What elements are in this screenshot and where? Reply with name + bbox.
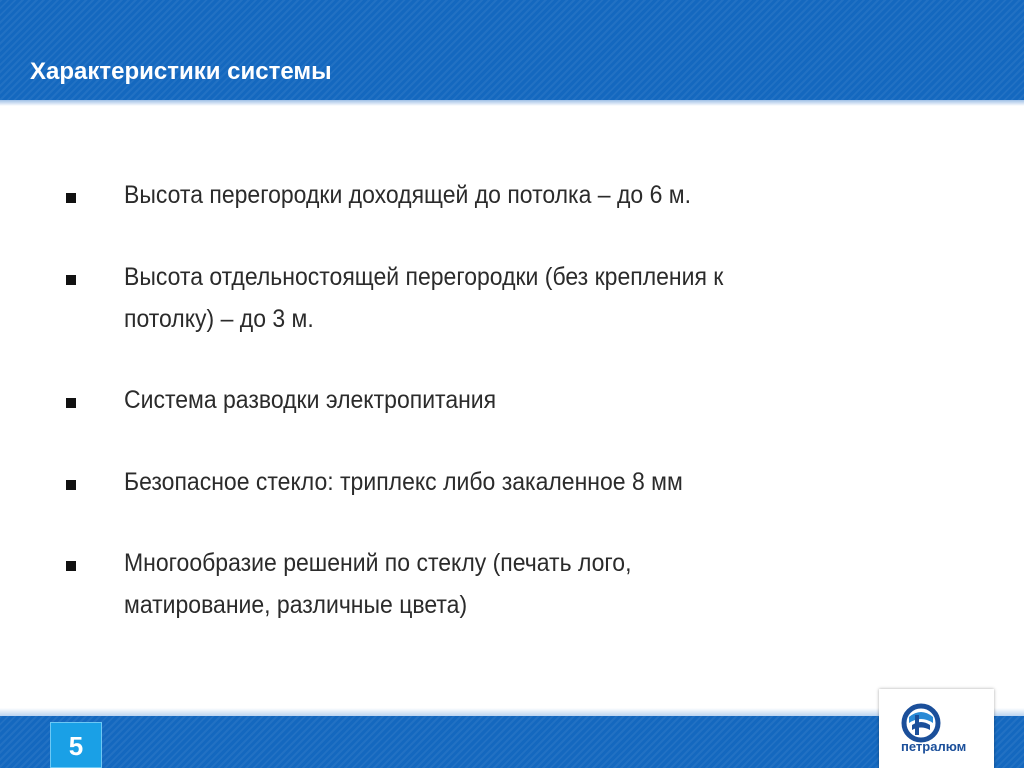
bullet-square-icon — [66, 480, 76, 490]
page-number-badge — [50, 722, 102, 768]
bullet-text-line: матирование, различные цвета) — [124, 591, 468, 619]
bullet-square-icon — [66, 398, 76, 408]
petralum-logo-icon — [901, 703, 941, 743]
bullet-square-icon — [66, 561, 76, 571]
footer-band — [0, 716, 1024, 768]
page-number: 5 — [68, 731, 84, 761]
bullet-text-line: Система разводки электропитания — [124, 386, 497, 414]
bullet-text-line: Многообразие решений по стеклу (печать лого, — [124, 549, 632, 577]
bullet-text-line: Высота перегородки доходящей до потолка – до 6 м. — [124, 181, 691, 209]
footer-fade — [0, 708, 1024, 716]
bullet-square-icon — [66, 193, 76, 203]
bullet-text-line: Высота отдельностоящей перегородки (без крепления к — [124, 263, 724, 291]
bullet-text-line: потолку) – до 3 м. — [124, 305, 314, 333]
bullet-text-line: Безопасное стекло: триплекс либо закаленное 8 мм — [124, 468, 683, 496]
slide-title: Характеристики системы — [30, 58, 332, 85]
bullet-square-icon — [66, 275, 76, 285]
logo-text: петралюм — [901, 739, 967, 754]
company-logo — [879, 689, 994, 768]
